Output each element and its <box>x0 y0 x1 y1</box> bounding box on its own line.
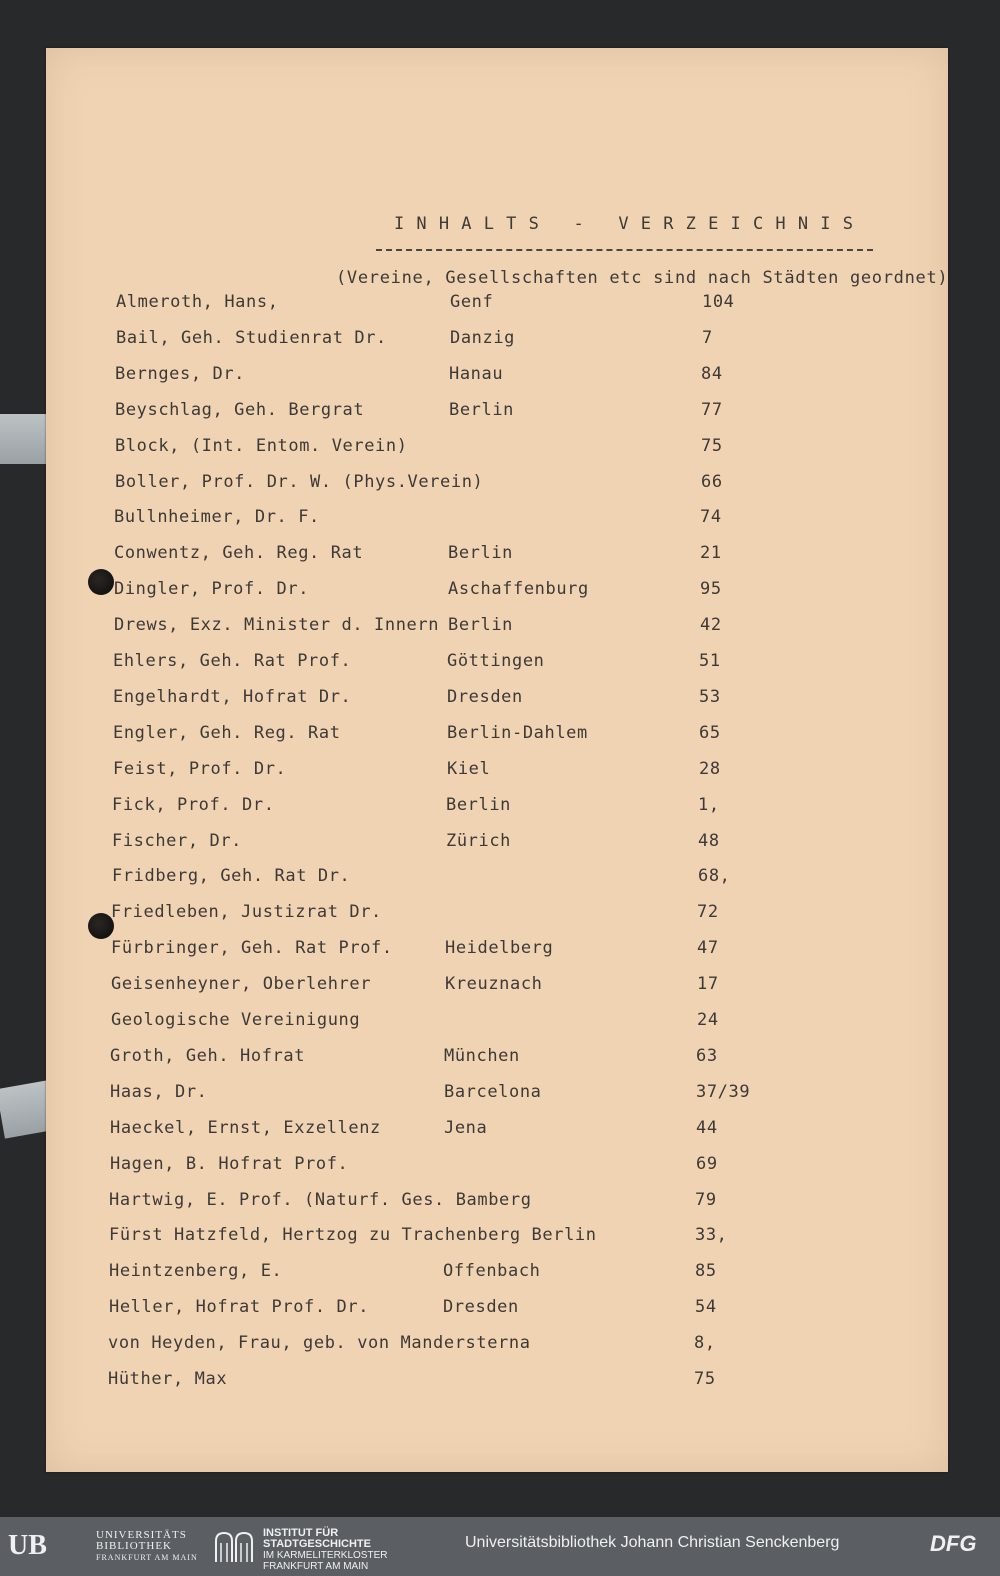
entry-name: Fick, Prof. Dr. <box>112 795 275 815</box>
entry-place: Kiel <box>447 759 491 779</box>
index-entry <box>110 1082 830 1106</box>
entry-place: Kreuznach <box>445 974 543 994</box>
institute-logo-text: INSTITUT FÜR STADTGESCHICHTE IM KARMELITERKLOSTER FRANKFURT AM MAIN <box>263 1527 388 1572</box>
page-title: INHALTS - VERZEICHNIS <box>394 214 866 234</box>
index-entry <box>113 723 833 747</box>
entry-page: 69 <box>696 1154 718 1174</box>
entry-page: 48 <box>698 831 720 851</box>
entry-name: Conwentz, Geh. Reg. Rat <box>114 543 364 563</box>
entry-name: Fischer, Dr. <box>112 831 243 851</box>
entry-place: Heidelberg <box>445 938 554 958</box>
entry-name: Hartwig, E. Prof. (Naturf. Ges. Bamberg <box>109 1190 532 1210</box>
entry-name: Boller, Prof. Dr. W. (Phys.Verein) <box>115 472 484 492</box>
entry-page: 63 <box>696 1046 718 1066</box>
entry-place: Hanau <box>449 364 504 384</box>
entry-name: Groth, Geh. Hofrat <box>110 1046 306 1066</box>
index-entry <box>113 759 833 783</box>
entry-page: 68, <box>698 866 731 886</box>
entry-name: Beyschlag, Geh. Bergrat <box>115 400 365 420</box>
entry-name: Fürbringer, Geh. Rat Prof. <box>111 938 393 958</box>
document-page <box>46 48 948 1472</box>
entry-place: Danzig <box>450 328 516 348</box>
entry-place: Dresden <box>443 1297 519 1317</box>
entry-page: 65 <box>699 723 721 743</box>
index-entry <box>110 1154 830 1178</box>
index-entry <box>111 902 831 926</box>
index-entry <box>115 364 835 388</box>
entry-page: 54 <box>695 1297 717 1317</box>
entry-place: Aschaffenburg <box>448 579 589 599</box>
index-entry <box>114 507 834 531</box>
entry-page: 21 <box>700 543 722 563</box>
entry-name: Feist, Prof. Dr. <box>113 759 287 779</box>
index-entry <box>116 292 836 316</box>
entry-name: Haas, Dr. <box>110 1082 208 1102</box>
entry-page: 77 <box>701 400 723 420</box>
entry-name: Geologische Vereinigung <box>111 1010 361 1030</box>
entry-page: 72 <box>697 902 719 922</box>
entry-name: von Heyden, Frau, geb. von Mandersterna <box>108 1333 531 1353</box>
index-entry <box>116 328 836 352</box>
entry-name: Engler, Geh. Reg. Rat <box>113 723 341 743</box>
index-entry <box>112 866 832 890</box>
index-entry <box>114 615 834 639</box>
entry-name: Fürst Hatzfeld, Hertzog zu Trachenberg Berlin <box>109 1225 597 1245</box>
entry-name: Heintzenberg, E. <box>109 1261 283 1281</box>
entry-place: Berlin <box>448 543 514 563</box>
footer-bar <box>0 1517 1000 1576</box>
ub-logo: UB <box>8 1530 47 1561</box>
entry-name: Haeckel, Ernst, Exzellenz <box>110 1118 381 1138</box>
entry-page: 37/39 <box>696 1082 751 1102</box>
entry-page: 104 <box>702 292 735 312</box>
entry-page: 75 <box>694 1369 716 1389</box>
index-entry <box>109 1225 829 1249</box>
index-entry <box>109 1190 829 1214</box>
entry-place: Zürich <box>446 831 512 851</box>
entry-page: 44 <box>696 1118 718 1138</box>
entry-page: 84 <box>701 364 723 384</box>
index-entry <box>113 651 833 675</box>
ub-logo-text: UNIVERSITÄTS BIBLIOTHEK FRANKFURT AM MAIN <box>96 1529 198 1562</box>
entry-name: Fridberg, Geh. Rat Dr. <box>112 866 351 886</box>
entry-place: Berlin-Dahlem <box>447 723 588 743</box>
entry-name: Drews, Exz. Minister d. Innern <box>114 615 440 635</box>
entry-page: 74 <box>700 507 722 527</box>
index-entry <box>115 472 835 496</box>
entry-name: Hagen, B. Hofrat Prof. <box>110 1154 349 1174</box>
entry-page: 85 <box>695 1261 717 1281</box>
entry-page: 53 <box>699 687 721 707</box>
entry-page: 7 <box>702 328 713 348</box>
index-entry <box>115 436 835 460</box>
entry-place: Barcelona <box>444 1082 542 1102</box>
entry-page: 24 <box>697 1010 719 1030</box>
entry-page: 51 <box>699 651 721 671</box>
entry-page: 17 <box>697 974 719 994</box>
entry-page: 1, <box>698 795 720 815</box>
index-entry <box>110 1046 830 1070</box>
index-entry <box>111 1010 831 1034</box>
entry-name: Hüther, Max <box>108 1369 228 1389</box>
punch-hole <box>88 569 114 595</box>
entry-place: Berlin <box>446 795 512 815</box>
entry-place: München <box>444 1046 520 1066</box>
index-entry <box>112 795 832 819</box>
entry-name: Friedleben, Justizrat Dr. <box>111 902 382 922</box>
index-entry <box>110 1118 830 1142</box>
entry-name: Bernges, Dr. <box>115 364 246 384</box>
entry-name: Dingler, Prof. Dr. <box>114 579 310 599</box>
entry-place: Offenbach <box>443 1261 541 1281</box>
index-entry <box>115 400 835 424</box>
entry-name: Geisenheyner, Oberlehrer <box>111 974 372 994</box>
institution-name: Universitätsbibliothek Johann Christian Senckenberg <box>465 1534 840 1551</box>
entry-place: Berlin <box>448 615 514 635</box>
entry-page: 79 <box>695 1190 717 1210</box>
entry-place: Göttingen <box>447 651 545 671</box>
institute-columns-icon <box>214 1531 254 1563</box>
entry-page: 28 <box>699 759 721 779</box>
entry-page: 33, <box>695 1225 728 1245</box>
entry-page: 47 <box>697 938 719 958</box>
entry-page: 42 <box>700 615 722 635</box>
index-entry <box>112 831 832 855</box>
index-entry <box>108 1333 828 1357</box>
entry-name: Heller, Hofrat Prof. Dr. <box>109 1297 370 1317</box>
entry-name: Bullnheimer, Dr. F. <box>114 507 320 527</box>
index-entry <box>109 1261 829 1285</box>
entry-place: Jena <box>444 1118 488 1138</box>
entry-page: 8, <box>694 1333 716 1353</box>
page-subtitle: (Vereine, Gesellschaften etc sind nach Städten geordnet) <box>336 268 949 288</box>
entry-page: 95 <box>700 579 722 599</box>
punch-hole <box>88 913 114 939</box>
index-entry <box>114 579 834 603</box>
entry-place: Berlin <box>449 400 515 420</box>
entry-name: Ehlers, Geh. Rat Prof. <box>113 651 352 671</box>
entry-place: Genf <box>450 292 494 312</box>
entry-place: Dresden <box>447 687 523 707</box>
index-entry <box>108 1369 828 1393</box>
entry-name: Bail, Geh. Studienrat Dr. <box>116 328 387 348</box>
entry-name: Block, (Int. Entom. Verein) <box>115 436 408 456</box>
index-entry <box>111 974 831 998</box>
title-underline <box>376 249 873 251</box>
dfg-logo: DFG <box>930 1531 977 1556</box>
entry-name: Engelhardt, Hofrat Dr. <box>113 687 352 707</box>
entry-page: 75 <box>701 436 723 456</box>
index-entry <box>114 543 834 567</box>
index-entry <box>111 938 831 962</box>
index-entry <box>109 1297 829 1321</box>
entry-page: 66 <box>701 472 723 492</box>
entry-name: Almeroth, Hans, <box>116 292 279 312</box>
index-entry <box>113 687 833 711</box>
